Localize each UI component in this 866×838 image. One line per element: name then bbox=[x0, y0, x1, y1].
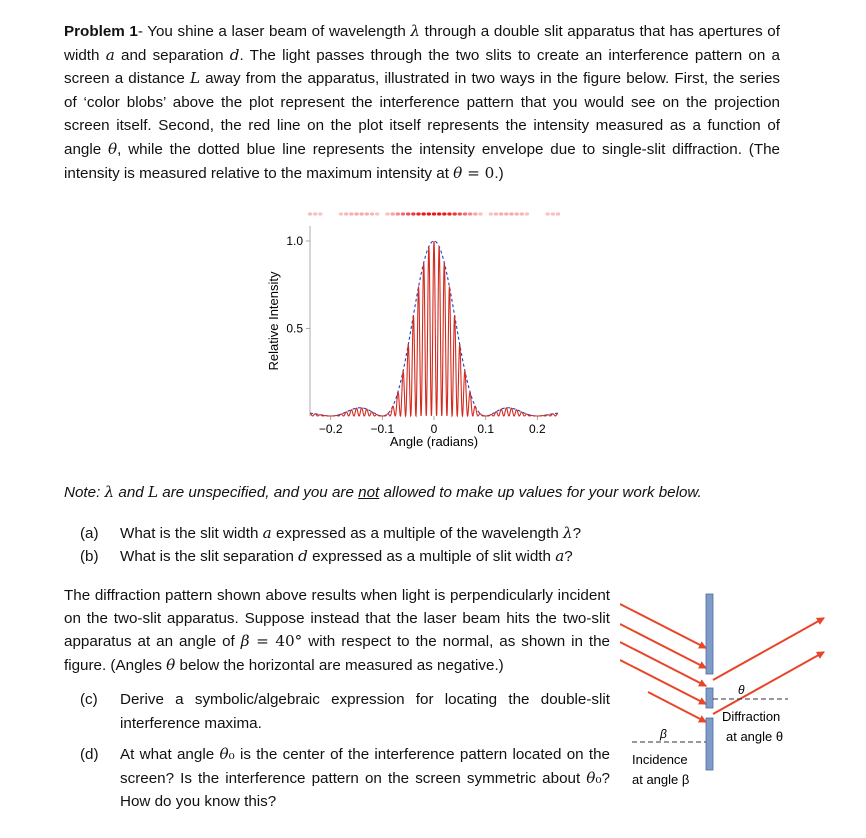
y-axis-label: Relative Intensity bbox=[266, 271, 281, 371]
text-run: What is the slit width bbox=[120, 525, 263, 542]
incident-ray bbox=[620, 660, 706, 704]
problem-intro-text bbox=[64, 23, 780, 182]
pattern-fringe bbox=[437, 212, 441, 215]
math-expression: ₀ bbox=[595, 768, 602, 787]
x-tick-label: −0.1 bbox=[370, 422, 395, 436]
question-text bbox=[120, 743, 610, 814]
problem-label: Problem 1 bbox=[64, 23, 138, 40]
question-text bbox=[120, 688, 610, 735]
pattern-fringe bbox=[514, 212, 518, 215]
text-run: .) bbox=[494, 164, 504, 182]
incident-rays bbox=[620, 604, 706, 722]
math-expression: = 0 bbox=[462, 163, 495, 182]
pattern-fringe bbox=[432, 212, 436, 215]
paragraph-text bbox=[64, 587, 610, 674]
pattern-fringe bbox=[313, 212, 317, 215]
text-run: What is the slit separation bbox=[120, 548, 299, 565]
pattern-fringe bbox=[318, 212, 322, 215]
pattern-fringe bbox=[427, 212, 431, 215]
text-run: below the horizontal are measured as negative.) bbox=[175, 656, 504, 674]
pattern-fringe bbox=[468, 212, 472, 215]
text-run: ? bbox=[572, 525, 582, 542]
incident-ray bbox=[620, 604, 706, 648]
math-symbol: λ bbox=[562, 524, 573, 542]
text-run: are unspecified, and you are bbox=[158, 484, 359, 501]
slit-barrier bbox=[706, 594, 713, 770]
x-tick-label: 0 bbox=[430, 422, 438, 436]
math-symbol: θ bbox=[586, 768, 596, 787]
pattern-fringe bbox=[473, 212, 477, 215]
pattern-fringe bbox=[458, 212, 462, 215]
math-symbol: β bbox=[240, 632, 250, 651]
incident-ray bbox=[620, 624, 706, 668]
y-tick-label: 1.0 bbox=[286, 234, 303, 248]
question-label: (b) bbox=[80, 548, 99, 565]
math-symbol: a bbox=[262, 524, 272, 542]
pattern-fringe bbox=[452, 212, 456, 215]
text-run: and bbox=[114, 484, 148, 501]
incidence-label: Incidence bbox=[632, 752, 688, 767]
pattern-fringe bbox=[370, 212, 374, 215]
text-run: At what angle bbox=[120, 746, 220, 764]
text-run: . The light passes through the two slits to create an interference pattern on a screen a distance bbox=[64, 46, 780, 88]
pattern-fringe bbox=[365, 212, 369, 215]
questions-ab bbox=[80, 522, 640, 568]
math-symbol: L bbox=[189, 69, 201, 88]
pattern-fringe bbox=[545, 212, 549, 215]
barrier-segment bbox=[706, 718, 713, 770]
text-run: expressed as a multiple of the wavelength bbox=[271, 525, 563, 542]
pattern-fringe bbox=[349, 212, 353, 215]
math-symbol: L bbox=[147, 483, 159, 501]
pattern-fringe bbox=[489, 212, 493, 215]
oblique-incidence-paragraph bbox=[64, 584, 610, 677]
questions-cd bbox=[80, 688, 610, 814]
y-ticks bbox=[286, 234, 310, 336]
pattern-fringe bbox=[308, 212, 312, 215]
incidence-label: at angle β bbox=[632, 772, 690, 787]
text-run: ? How do you know this? bbox=[120, 769, 610, 811]
theta-angle-label: θ bbox=[738, 683, 745, 697]
pattern-fringe bbox=[375, 212, 379, 215]
pattern-fringe bbox=[499, 212, 503, 215]
math-symbol: d bbox=[229, 45, 240, 64]
pattern-fringe bbox=[520, 212, 524, 215]
x-ticks bbox=[319, 416, 546, 436]
pattern-fringe bbox=[494, 212, 498, 215]
text-run: ? bbox=[564, 548, 573, 565]
incident-ray bbox=[620, 642, 706, 686]
y-tick-label: 0.5 bbox=[286, 321, 303, 336]
intensity-chart bbox=[258, 196, 588, 466]
pattern-fringe bbox=[416, 212, 420, 215]
math-symbol: θ bbox=[219, 745, 229, 764]
text-run: Derive a symbolic/algebraic expression for locating the double-slit interference maxima. bbox=[120, 691, 610, 732]
problem-statement bbox=[64, 20, 780, 185]
question-text bbox=[120, 545, 640, 568]
math-expression: ₀ bbox=[228, 745, 235, 764]
pattern-fringe bbox=[344, 212, 348, 215]
pattern-fringe bbox=[447, 212, 451, 215]
question-b bbox=[80, 545, 640, 568]
diffraction-label: Diffraction bbox=[722, 709, 781, 724]
diffracted-ray bbox=[713, 618, 824, 680]
math-symbol: λ bbox=[104, 483, 115, 501]
math-symbol: a bbox=[105, 45, 115, 64]
text-run: allowed to make up values for your work below. bbox=[379, 484, 702, 501]
text-run: away from the apparatus, illustrated in two ways in the figure below. First, the series of ‘color blobs’ above the plot represent the interference pattern that you would see on the projection screen itself. Second, the red line on the plot itself represents the intensity measured as a function of angle bbox=[64, 70, 780, 158]
pattern-fringe bbox=[406, 212, 410, 215]
note-text bbox=[64, 484, 702, 501]
diffraction-label: at angle θ bbox=[726, 729, 784, 744]
pattern-fringe bbox=[354, 212, 358, 215]
math-symbol: λ bbox=[410, 22, 421, 40]
pattern-fringe bbox=[421, 212, 425, 215]
math-symbol: d bbox=[298, 547, 308, 565]
envelope-curve bbox=[310, 241, 558, 416]
text-run: with respect to the normal, as shown in the figure. (Angles bbox=[64, 633, 610, 674]
question-label: (d) bbox=[80, 746, 99, 764]
math-expression: = 40° bbox=[249, 632, 303, 651]
math-symbol: θ bbox=[166, 655, 176, 674]
pattern-fringe bbox=[504, 212, 508, 215]
pattern-fringe bbox=[525, 212, 529, 215]
pattern-fringe bbox=[463, 212, 467, 215]
x-axis-label: Angle (radians) bbox=[389, 434, 479, 449]
beta-angle-label: β bbox=[660, 727, 667, 741]
pattern-fringe bbox=[509, 212, 513, 215]
barrier-segment bbox=[706, 688, 713, 708]
text-run: and separation bbox=[114, 46, 230, 64]
diffracted-rays bbox=[713, 618, 824, 714]
text-run: - You shine a laser beam of wavelength bbox=[137, 23, 411, 40]
pattern-fringe bbox=[556, 212, 560, 215]
pattern-fringe bbox=[359, 212, 363, 215]
pattern-fringe bbox=[339, 212, 343, 215]
question-label: (c) bbox=[80, 691, 98, 708]
pattern-fringe bbox=[385, 212, 389, 215]
oblique-incidence-diagram bbox=[620, 588, 840, 798]
text-run: Note: bbox=[64, 484, 105, 501]
note bbox=[64, 481, 764, 505]
pattern-fringe bbox=[442, 212, 446, 215]
x-tick-label: −0.2 bbox=[318, 422, 343, 436]
math-symbol: θ bbox=[453, 163, 463, 182]
question-text bbox=[120, 522, 640, 545]
math-symbol: a bbox=[555, 547, 565, 565]
incident-ray bbox=[648, 692, 706, 722]
math-symbol: θ bbox=[108, 139, 118, 158]
question-c bbox=[80, 688, 610, 735]
text-run: , while the dotted blue line represents the intensity envelope due to single-slit diffraction. (The intensity is measured relative to the maximum intensity at bbox=[64, 140, 780, 182]
question-label: (a) bbox=[80, 525, 99, 542]
pattern-fringe bbox=[396, 212, 400, 215]
pattern-fringe bbox=[401, 212, 405, 215]
question-a bbox=[80, 522, 640, 545]
pattern-fringe bbox=[411, 212, 415, 215]
pattern-fringe bbox=[551, 212, 555, 215]
underlined-text: not bbox=[358, 484, 380, 501]
question-d bbox=[80, 743, 610, 814]
diffracted-ray bbox=[713, 652, 824, 714]
intensity-curve bbox=[310, 241, 558, 416]
text-run: The diffraction pattern shown above results when light is perpendicularly incident on the two-slit apparatus. Suppose instead that the laser beam hits the two-slit apparatus at an angle of bbox=[64, 587, 610, 651]
text-run: through a double slit apparatus that has apertures of width bbox=[64, 23, 780, 64]
pattern-fringe bbox=[478, 212, 482, 215]
x-tick-label: 0.2 bbox=[528, 422, 546, 436]
text-run: expressed as a multiple of slit width bbox=[307, 548, 556, 565]
x-tick-label: 0.1 bbox=[477, 422, 495, 436]
pattern-fringe bbox=[390, 212, 394, 215]
text-run: is the center of the interference pattern located on the screen? Is the interference pattern on the screen symmetric about bbox=[120, 746, 611, 787]
barrier-segment bbox=[706, 594, 713, 674]
interference-pattern-strip bbox=[308, 212, 560, 215]
